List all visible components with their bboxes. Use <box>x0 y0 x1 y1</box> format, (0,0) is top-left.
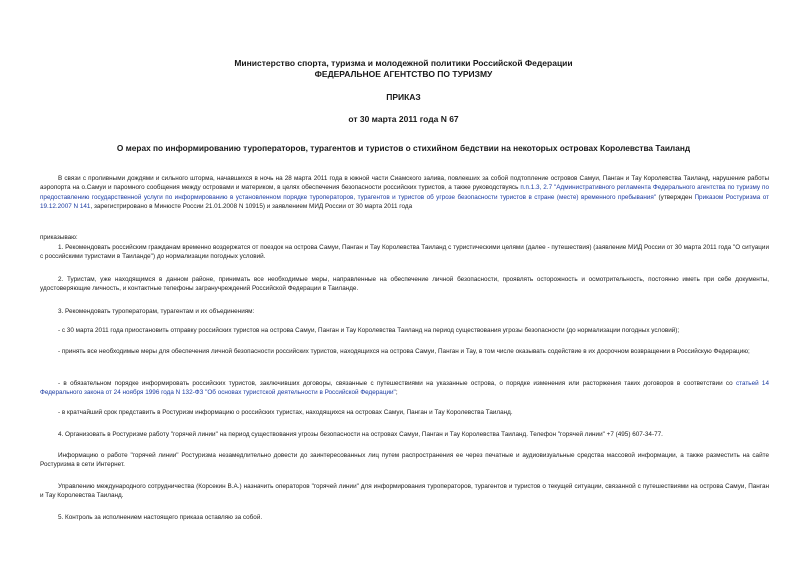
item-2: 2. Туристам, уже находящимся в данном районе, принимать все необходимые меры, направленные на обеспечение личной безопасности, проявлять осторожность и осмотрительность, постоянно иметь при себе документы, удостоверяющие личность, и контактные телефоны загранучреждений Российской Федерации в Таиланде. <box>40 276 769 293</box>
document-type: ПРИКАЗ <box>386 92 421 102</box>
dash-3-text: - в обязательном порядке информировать российских туристов, заключивших договоры, связанные с путешествиями на указанные острова, о порядке изменения или расторжения таких договоров в соответствии со <box>58 380 736 387</box>
international-dept-paragraph: Управлению международного сотрудничества (Корсекин В.А.) назначить операторов "горячей линии" для информирования туроператоров, турагентов и туристов о текущей ситуации, связанной с путешествиями на острова Самуи, Панган и Тау Королевства Таиланд. <box>40 483 769 500</box>
agency-name: ФЕДЕРАЛЬНОЕ АГЕНТСТВО ПО ТУРИЗМУ <box>314 69 493 79</box>
dash-3-end: ; <box>395 389 398 397</box>
item-3: 3. Рекомендовать туроператорам, турагентам и их объединениям: <box>58 308 255 315</box>
intro-text-2: (утвержден <box>656 193 695 201</box>
federal-law-link[interactable]: статьей 14 Федерального закона от 24 ноября 1996 года N 132-ФЗ "Об основах туристской деятельности в Российской Федерации" <box>40 380 769 397</box>
document-title: О мерах по информированию туроператоров, турагентов и туристов о стихийном бедствии на некоторых островах Королевства Таиланд <box>116 143 691 153</box>
intro-text-1: В связи с проливными дождями и сильного шторма, начавшихся в ночь на 28 марта 2011 года в южной части Сиамского залива, повлекших за собой подтопление островов Самуи, Панган и Тау Королевства Таиланд, нарушение работы аэропорта на о.Самуи и паромного сообщения между островами и материком, в целях обеспечения безопасности российских туристов, а также руководствуясь <box>40 175 769 192</box>
item-4: 4. Организовать в Ростуризме работу "горячей линии" на период существования угрозы безопасности на островах Самуи, Панган и Тау Королевства Таиланд. Телефон "горячей линии" +7 (495) 607-34-77. <box>58 431 663 438</box>
item-3-dash-2: - принять все необходимые меры для обеспечения личной безопасности российских туристов, находящихся на острова Самуи, Панган и Тау, в том числе оказывать содействие в их досрочном возвращении в Российскую Федерацию; <box>58 348 750 355</box>
regulation-link[interactable]: п.п.1.3, 2.7 "Административного регламента Федерального агентства по туризму по предоставлению государственной услуги по информированию в установленном порядке туроператоров, турагентов и туристов об угрозе безопасности туристов в стране (месте) временного пребывания" <box>40 184 770 201</box>
order-141-link[interactable]: Приказом Ростуризма от 19.12.2007 N 141 <box>40 193 769 210</box>
item-3-dash-3 <box>40 379 769 398</box>
ministry-name: Министерство спорта, туризма и молодежной политики Российской Федерации <box>234 58 573 68</box>
intro-paragraph <box>40 174 769 211</box>
order-word: приказываю: <box>40 234 78 241</box>
item-3-dash-4: - в кратчайший срок представить в Ростуризм информацию о российских туристах, находящихся на островах Самуи, Панган и Тау Королевства Таиланд. <box>58 409 513 416</box>
item-1: 1. Рекомендовать российским гражданам временно воздержатся от поездок на острова Самуи, Панган и Тау Королевства Таиланд с туристическими целями (далее - путешествия) (заявление МИД России от 30 марта 2011 года "О ситуации с российскими туристами в Таиланде") до нормализации погодных условий. <box>40 244 769 261</box>
item-3-dash-1: - с 30 марта 2011 года приостановить отправку российских туристов на острова Самуи, Панган и Тау Королевства Таиланд на период существования угрозы безопасности (до нормализации погодных условий); <box>58 327 680 334</box>
hotline-info-paragraph: Информацию о работе "горячей линии" Ростуризма незамедлительно довести до заинтересованных лиц путем распространения ее через печатные и аудиовизуальные средства массовой информации, а также разместить на сайте Ростуризма в сети Интернет. <box>40 452 769 469</box>
intro-text-3: , зарегистрировано в Минюсте России 21.01.2008 N 10915) и заявлением МИД России от 30 марта 2011 года <box>90 202 413 210</box>
item-5: 5. Контроль за исполнением настоящего приказа оставляю за собой. <box>58 514 263 521</box>
document-date-number: от 30 марта 2011 года N 67 <box>348 114 459 124</box>
